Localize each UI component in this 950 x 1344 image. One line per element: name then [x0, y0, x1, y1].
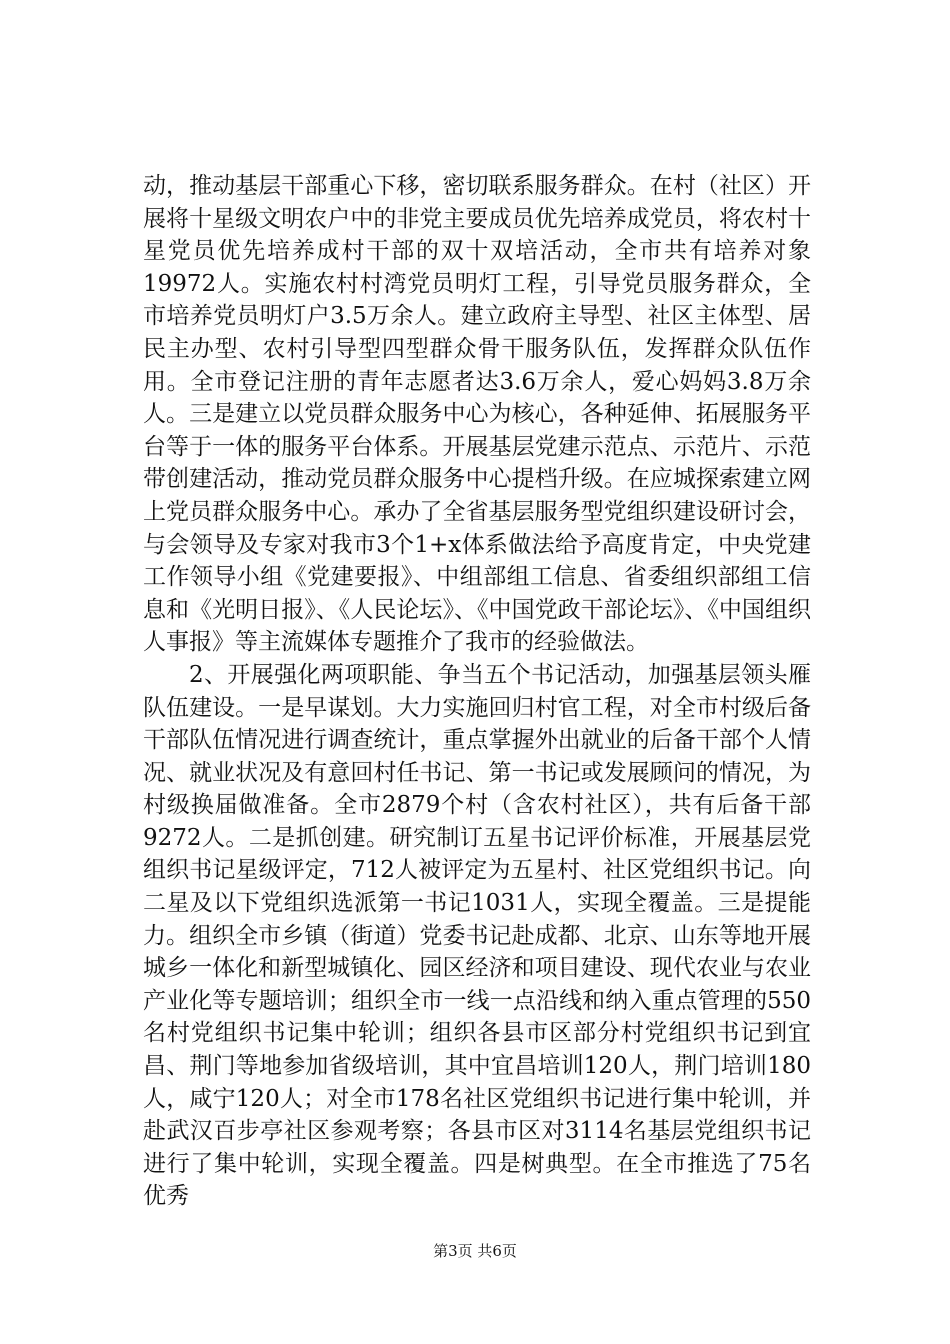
- page-number-footer: 第3页 共6页: [433, 1242, 517, 1260]
- paragraph-continued: 动，推动基层干部重心下移，密切联系服务群众。在村（社区）开展将十星级文明农户中的非党主要成员优先培养成党员，将农村十星党员优先培养成村干部的双十双培活动，全市共有培养对象19972人。实施农村村湾党员明灯工程，引导党员服务群众，全市培养党员明灯户3.5万余人。建立政府主导型、社区主体型、居民主办型、农村引导型四型群众骨干服务队伍，发挥群众队伍作用。全市登记注册的青年志愿者达3.6万余人，爱心妈妈3.8万余人。三是建立以党员群众服务中心为核心，各种延伸、拓展服务平台等于一体的服务平台体系。开展基层党建示范点、示范片、示范带创建活动，推动党员群众服务中心提档升级。在应城探索建立网上党员群众服务中心。承办了全省基层服务型党组织建设研讨会，与会领导及专家对我市3个1+x体系做法给予高度肯定，中央党建工作领导小组《党建要报》、中组部组工信息、省委组织部组工信息和《光明日报》、《人民论坛》、《中国党政干部论坛》、《中国组织人事报》等主流媒体专题推介了我市的经验做法。: [143, 173, 811, 656]
- document-body: [143, 170, 811, 1213]
- paragraph-section-2: 2、开展强化两项职能、争当五个书记活动，加强基层领头雁队伍建设。一是早谋划。大力实施回归村官工程，对全市村级后备干部队伍情况进行调查统计，重点掌握外出就业的后备干部个人情况、就业状况及有意回村任书记、第一书记或发展顾问的情况，为村级换届做准备。全市2879个村（含农村社区），共有后备干部9272人。二是抓创建。研究制订五星书记评价标准，开展基层党组织书记星级评定，712人被评定为五星村、社区党组织书记。向二星及以下党组织选派第一书记1031人，实现全覆盖。三是提能力。组织全市乡镇（街道）党委书记赴成都、北京、山东等地开展城乡一体化和新型城镇化、园区经济和项目建设、现代农业与农业产业化等专题培训；组织全市一线一点沿线和纳入重点管理的550名村党组织书记集中轮训；组织各县市区部分村党组织书记到宜昌、荆门等地参加省级培训，其中宜昌培训120人，荆门培训180人，咸宁120人；对全市178名社区党组织书记进行集中轮训，并赴武汉百步亭社区参观考察；各县市区对3114名基层党组织书记进行了集中轮训，实现全覆盖。四是树典型。在全市推选了75名优秀: [143, 661, 811, 1210]
